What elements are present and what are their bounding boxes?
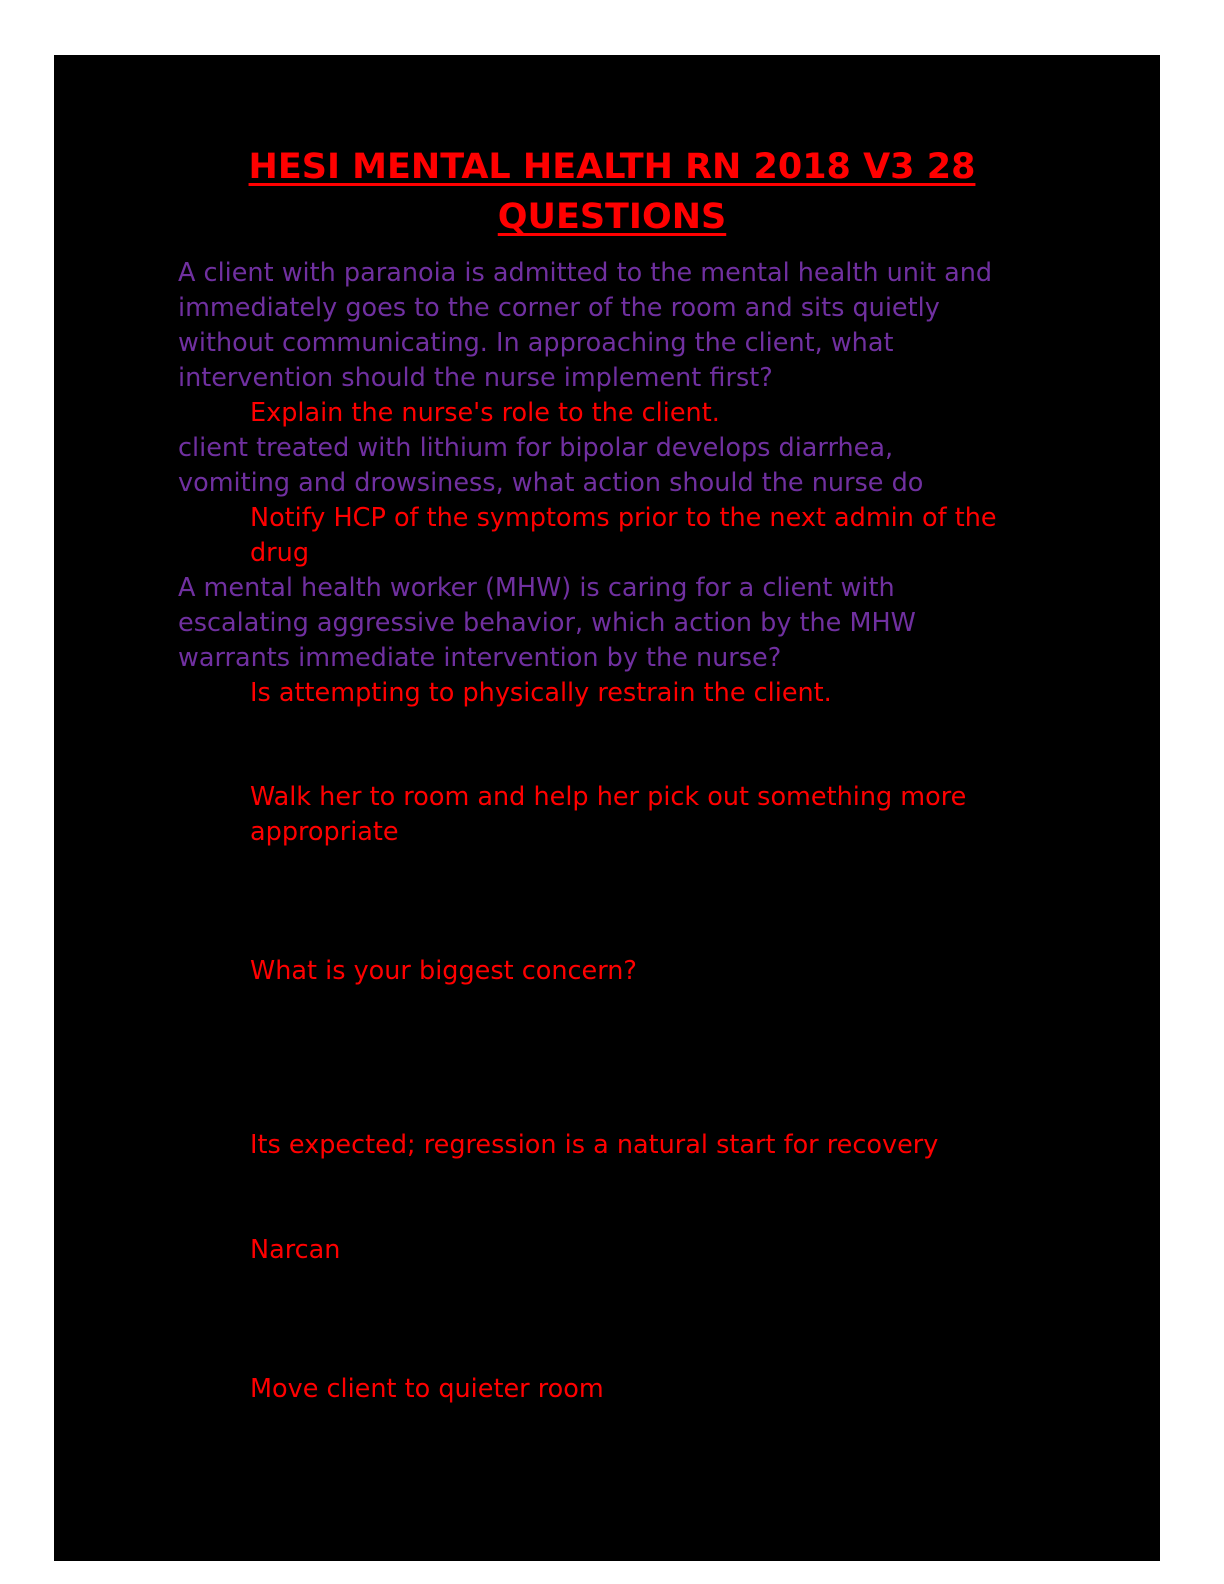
answer-text: Explain the nurse's role to the client. bbox=[250, 398, 720, 428]
answer-text: Notify HCP of the symptoms prior to the next admin of the bbox=[250, 503, 997, 533]
question-text: without communicating. In approaching the client, what bbox=[178, 328, 894, 358]
question-text: immediately goes to the corner of the room and sits quietly bbox=[178, 293, 940, 323]
answer-text: Move client to quieter room bbox=[250, 1374, 604, 1404]
question-text: vomiting and drowsiness, what action should the nurse do bbox=[178, 468, 924, 498]
question-text: intervention should the nurse implement first? bbox=[178, 363, 773, 393]
question-text: warrants immediate intervention by the nurse? bbox=[178, 643, 782, 673]
answer-text: appropriate bbox=[250, 817, 399, 847]
answer-text: Its expected; regression is a natural start for recovery bbox=[250, 1130, 939, 1160]
question-text: escalating aggressive behavior, which action by the MHW bbox=[178, 608, 916, 638]
question-text: A mental health worker (MHW) is caring for a client with bbox=[178, 573, 895, 603]
answer-text: What is your biggest concern? bbox=[250, 956, 637, 986]
title-line-1: HESI MENTAL HEALTH RN 2018 V3 28 bbox=[248, 147, 976, 187]
answer-text: Is attempting to physically restrain the client. bbox=[250, 678, 832, 708]
answer-text: Walk her to room and help her pick out something more bbox=[250, 782, 967, 812]
question-text: client treated with lithium for bipolar develops diarrhea, bbox=[178, 433, 894, 463]
answer-text: Narcan bbox=[250, 1235, 341, 1265]
title-line-2: QUESTIONS bbox=[497, 197, 727, 237]
document-title bbox=[0, 142, 1224, 242]
question-text: A client with paranoia is admitted to the mental health unit and bbox=[178, 258, 993, 288]
answer-text: drug bbox=[250, 538, 310, 568]
